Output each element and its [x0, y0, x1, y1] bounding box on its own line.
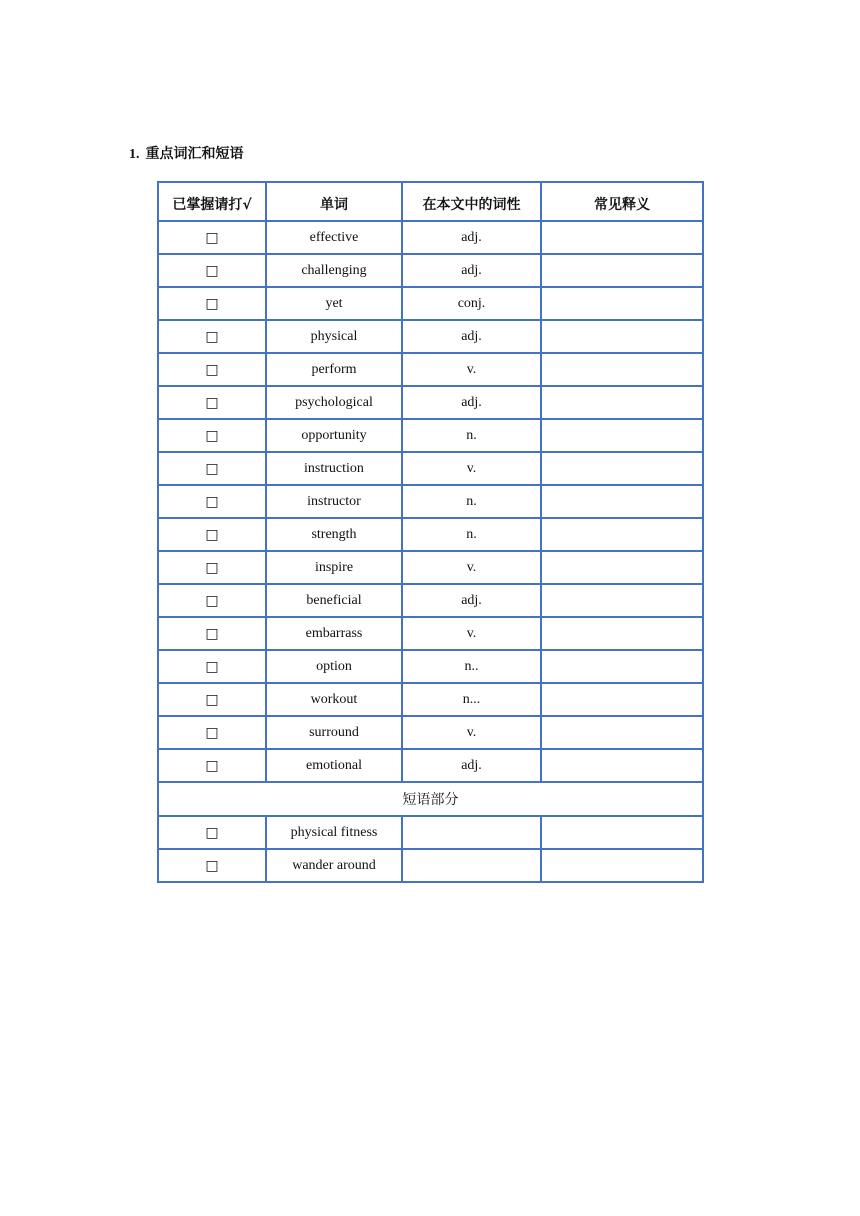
meaning-cell[interactable] — [541, 849, 703, 882]
table-row — [158, 386, 703, 419]
section-heading — [129, 143, 244, 166]
meaning-cell[interactable] — [541, 320, 703, 353]
table-row — [158, 551, 703, 584]
word-cell: instruction — [266, 452, 402, 485]
word-cell: opportunity — [266, 419, 402, 452]
word-cell: psychological — [266, 386, 402, 419]
section-title: 重点词汇和短语 — [145, 146, 244, 162]
checkbox[interactable]: □ — [158, 749, 266, 782]
checkbox[interactable]: □ — [158, 716, 266, 749]
table-row — [158, 353, 703, 386]
meaning-cell[interactable] — [541, 254, 703, 287]
part-of-speech-cell: adj. — [402, 386, 541, 419]
part-of-speech-cell[interactable] — [402, 849, 541, 882]
word-cell: beneficial — [266, 584, 402, 617]
checkbox[interactable]: □ — [158, 849, 266, 882]
part-of-speech-cell: v. — [402, 716, 541, 749]
part-of-speech-cell: n. — [402, 419, 541, 452]
table-row — [158, 221, 703, 254]
checkbox[interactable]: □ — [158, 386, 266, 419]
checkbox[interactable]: □ — [158, 320, 266, 353]
table-row — [158, 452, 703, 485]
word-cell: surround — [266, 716, 402, 749]
part-of-speech-cell: v. — [402, 551, 541, 584]
meaning-cell[interactable] — [541, 617, 703, 650]
word-cell: challenging — [266, 254, 402, 287]
meaning-cell[interactable] — [541, 518, 703, 551]
table-row — [158, 485, 703, 518]
checkbox[interactable]: □ — [158, 221, 266, 254]
part-of-speech-cell: v. — [402, 617, 541, 650]
section-row — [158, 782, 703, 816]
word-cell: strength — [266, 518, 402, 551]
part-of-speech-cell: v. — [402, 353, 541, 386]
phrase-section-label: 短语部分 — [158, 782, 703, 816]
word-cell: perform — [266, 353, 402, 386]
phrase-cell: physical fitness — [266, 816, 402, 849]
header-part-of-speech: 在本文中的词性 — [402, 182, 541, 221]
checkbox[interactable]: □ — [158, 551, 266, 584]
table-row — [158, 849, 703, 882]
part-of-speech-cell: adj. — [402, 320, 541, 353]
meaning-cell[interactable] — [541, 287, 703, 320]
meaning-cell[interactable] — [541, 650, 703, 683]
table-row — [158, 716, 703, 749]
part-of-speech-cell: n. — [402, 485, 541, 518]
part-of-speech-cell: adj. — [402, 254, 541, 287]
checkbox[interactable]: □ — [158, 485, 266, 518]
word-cell: embarrass — [266, 617, 402, 650]
section-number: 1. — [129, 147, 140, 162]
meaning-cell[interactable] — [541, 716, 703, 749]
meaning-cell[interactable] — [541, 419, 703, 452]
meaning-cell[interactable] — [541, 386, 703, 419]
checkbox[interactable]: □ — [158, 518, 266, 551]
meaning-cell[interactable] — [541, 353, 703, 386]
checkbox[interactable]: □ — [158, 617, 266, 650]
part-of-speech-cell: n... — [402, 683, 541, 716]
table-row — [158, 287, 703, 320]
checkbox[interactable]: □ — [158, 650, 266, 683]
table-row — [158, 749, 703, 782]
word-cell: physical — [266, 320, 402, 353]
checkbox[interactable]: □ — [158, 683, 266, 716]
table-row — [158, 650, 703, 683]
checkbox[interactable]: □ — [158, 353, 266, 386]
meaning-cell[interactable] — [541, 221, 703, 254]
phrase-cell: wander around — [266, 849, 402, 882]
table-row — [158, 683, 703, 716]
part-of-speech-cell: adj. — [402, 584, 541, 617]
header-word: 单词 — [266, 182, 402, 221]
word-cell: inspire — [266, 551, 402, 584]
part-of-speech-cell: adj. — [402, 221, 541, 254]
meaning-cell[interactable] — [541, 584, 703, 617]
part-of-speech-cell: conj. — [402, 287, 541, 320]
table-row — [158, 816, 703, 849]
header-meaning: 常见释义 — [541, 182, 703, 221]
checkbox[interactable]: □ — [158, 584, 266, 617]
meaning-cell[interactable] — [541, 551, 703, 584]
table-row — [158, 518, 703, 551]
vocabulary-table — [157, 181, 704, 883]
word-cell: effective — [266, 221, 402, 254]
table-row — [158, 254, 703, 287]
word-cell: workout — [266, 683, 402, 716]
part-of-speech-cell[interactable] — [402, 816, 541, 849]
checkbox[interactable]: □ — [158, 254, 266, 287]
meaning-cell[interactable] — [541, 485, 703, 518]
table-row — [158, 419, 703, 452]
table-row — [158, 320, 703, 353]
part-of-speech-cell: n. — [402, 518, 541, 551]
word-cell: yet — [266, 287, 402, 320]
header-mastered: 已掌握请打√ — [158, 182, 266, 221]
table-row — [158, 617, 703, 650]
checkbox[interactable]: □ — [158, 452, 266, 485]
meaning-cell[interactable] — [541, 452, 703, 485]
part-of-speech-cell: adj. — [402, 749, 541, 782]
table-header-row — [158, 182, 703, 221]
meaning-cell[interactable] — [541, 816, 703, 849]
checkbox[interactable]: □ — [158, 287, 266, 320]
part-of-speech-cell: n.. — [402, 650, 541, 683]
part-of-speech-cell: v. — [402, 452, 541, 485]
meaning-cell[interactable] — [541, 683, 703, 716]
word-cell: instructor — [266, 485, 402, 518]
checkbox[interactable]: □ — [158, 816, 266, 849]
word-cell: option — [266, 650, 402, 683]
table-row — [158, 584, 703, 617]
word-cell: emotional — [266, 749, 402, 782]
meaning-cell[interactable] — [541, 749, 703, 782]
checkbox[interactable]: □ — [158, 419, 266, 452]
